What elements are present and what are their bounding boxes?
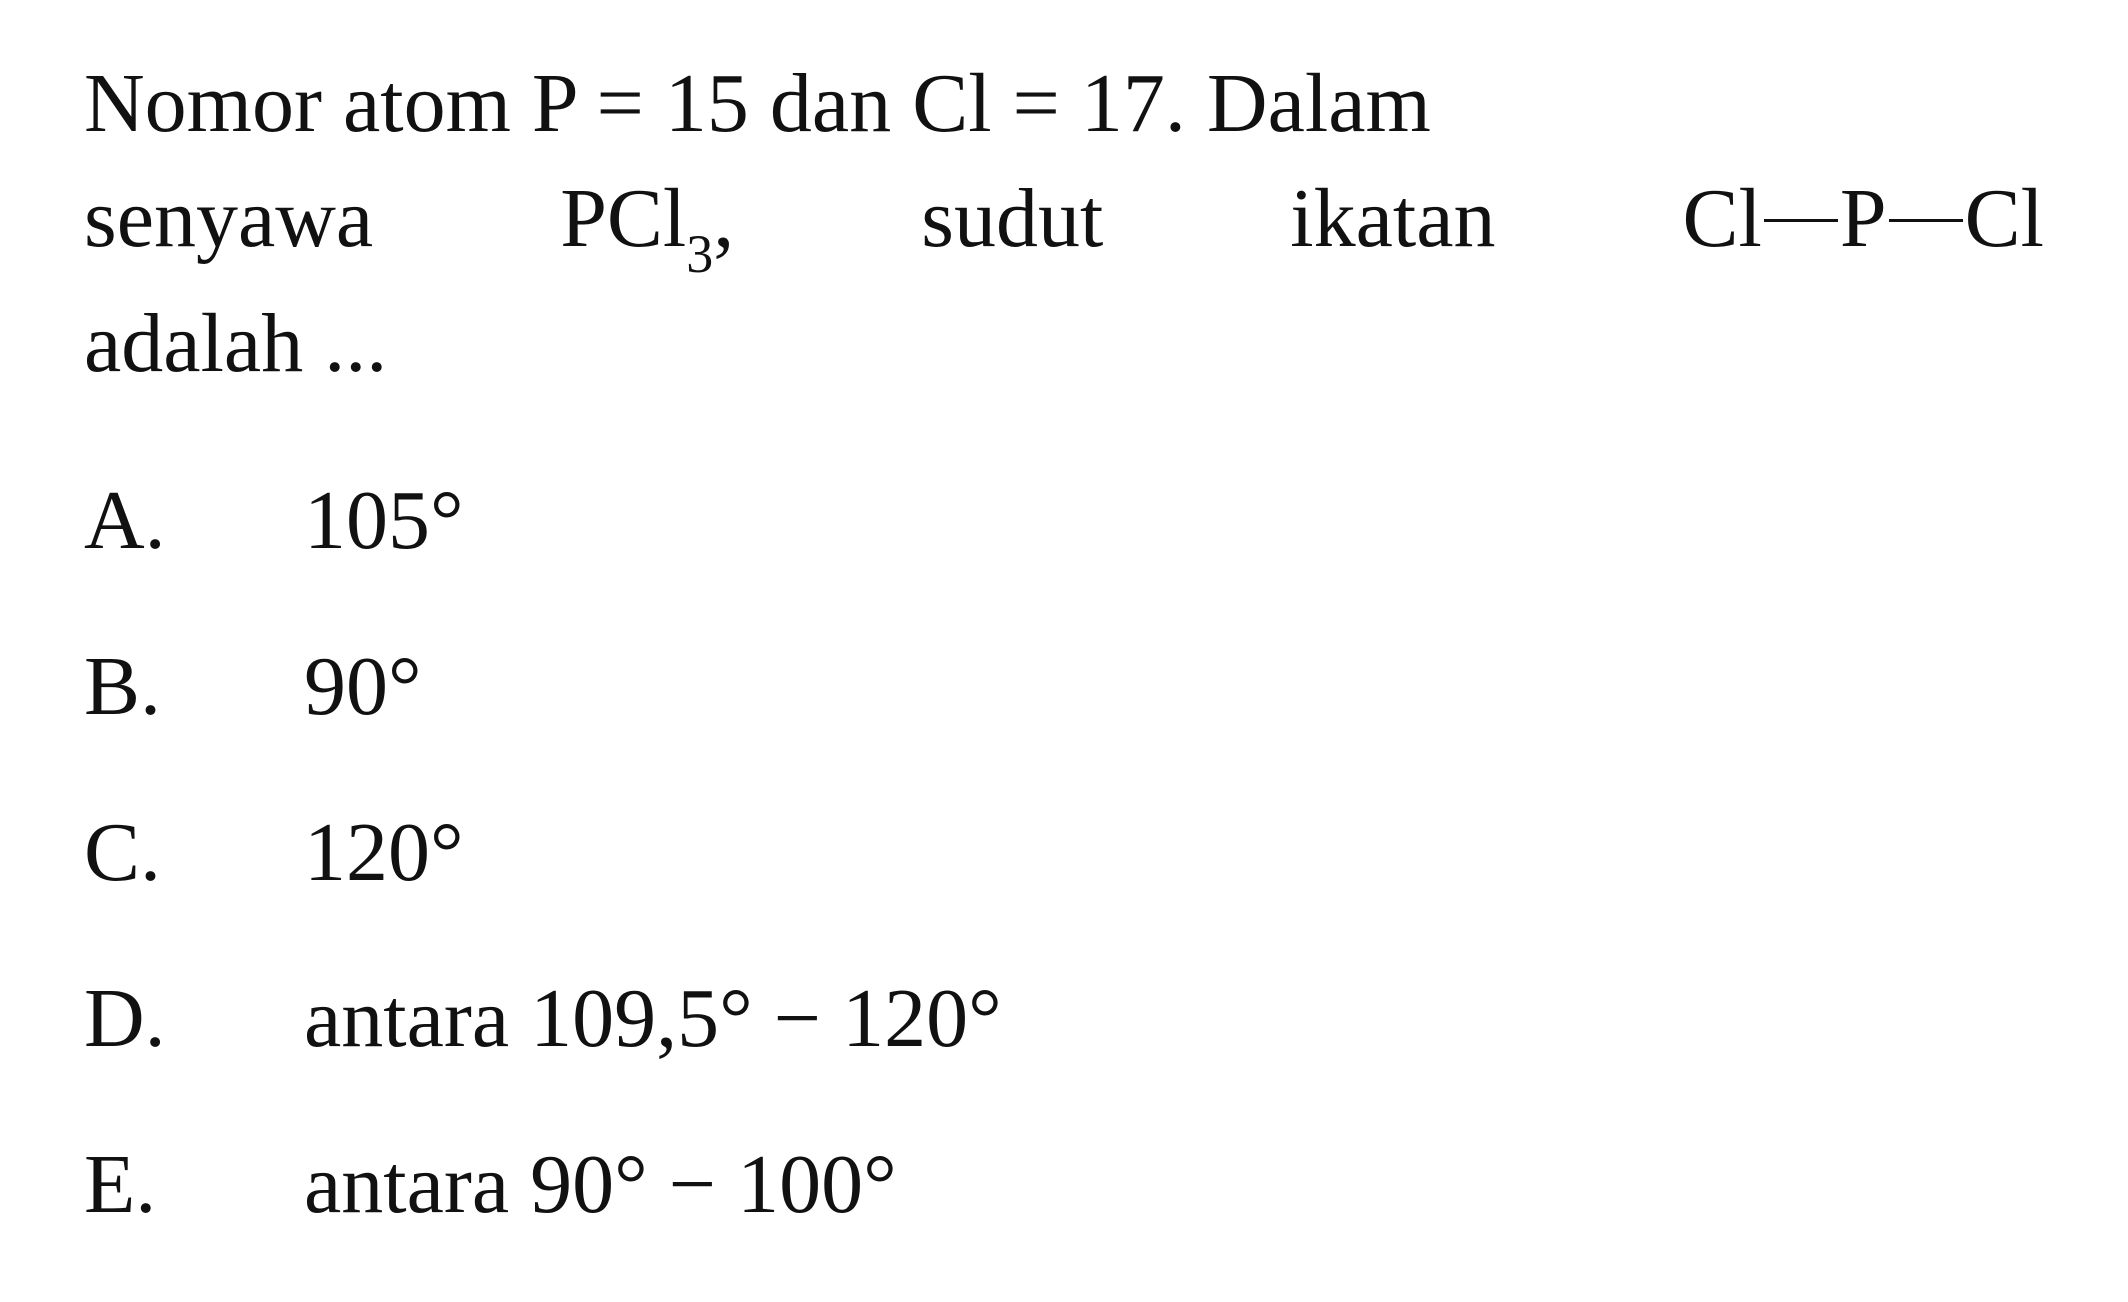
option-d[interactable] <box>84 970 1002 1136</box>
atom-cl-left: Cl <box>1682 172 1762 265</box>
formula-subscript: 3 <box>686 224 714 284</box>
option-e[interactable] <box>84 1136 1002 1302</box>
option-a-letter: A. <box>84 474 166 567</box>
option-b[interactable] <box>84 638 1002 804</box>
atom-cl-right: Cl <box>1964 172 2044 265</box>
option-b-letter: B. <box>84 640 162 733</box>
formula-pcl: PCl <box>560 172 687 265</box>
word-senyawa: senyawa <box>84 172 374 265</box>
bond-formula <box>1683 161 2044 276</box>
option-e-letter: E. <box>84 1138 157 1231</box>
option-d-letter: D. <box>84 972 166 1065</box>
option-b-text: 90° <box>304 640 422 733</box>
atom-p: P <box>1839 172 1887 265</box>
question-line-2 <box>84 161 2044 286</box>
option-c-text: 120° <box>304 806 464 899</box>
option-c[interactable] <box>84 804 1002 970</box>
option-a[interactable] <box>84 472 1002 638</box>
option-c-letter: C. <box>84 806 162 899</box>
bond-line-right <box>1889 219 1963 222</box>
question-line-1 <box>84 46 2044 161</box>
bond-line-left <box>1764 219 1838 222</box>
question-text <box>84 46 2044 401</box>
option-d-text: antara 109,5° − 120° <box>304 972 1002 1065</box>
answer-options <box>84 472 1002 1302</box>
question-line-3-text: adalah ... <box>84 297 388 390</box>
question-line-1-text: Nomor atom P = 15 dan Cl = 17. Dalam <box>84 57 1431 150</box>
comma: , <box>713 172 735 265</box>
formula-pcl3 <box>560 161 734 286</box>
word-sudut: sudut <box>921 172 1104 265</box>
word-ikatan: ikatan <box>1290 172 1496 265</box>
option-a-text: 105° <box>304 474 464 567</box>
question-line-3 <box>84 286 2044 401</box>
option-e-text: antara 90° − 100° <box>304 1138 897 1231</box>
